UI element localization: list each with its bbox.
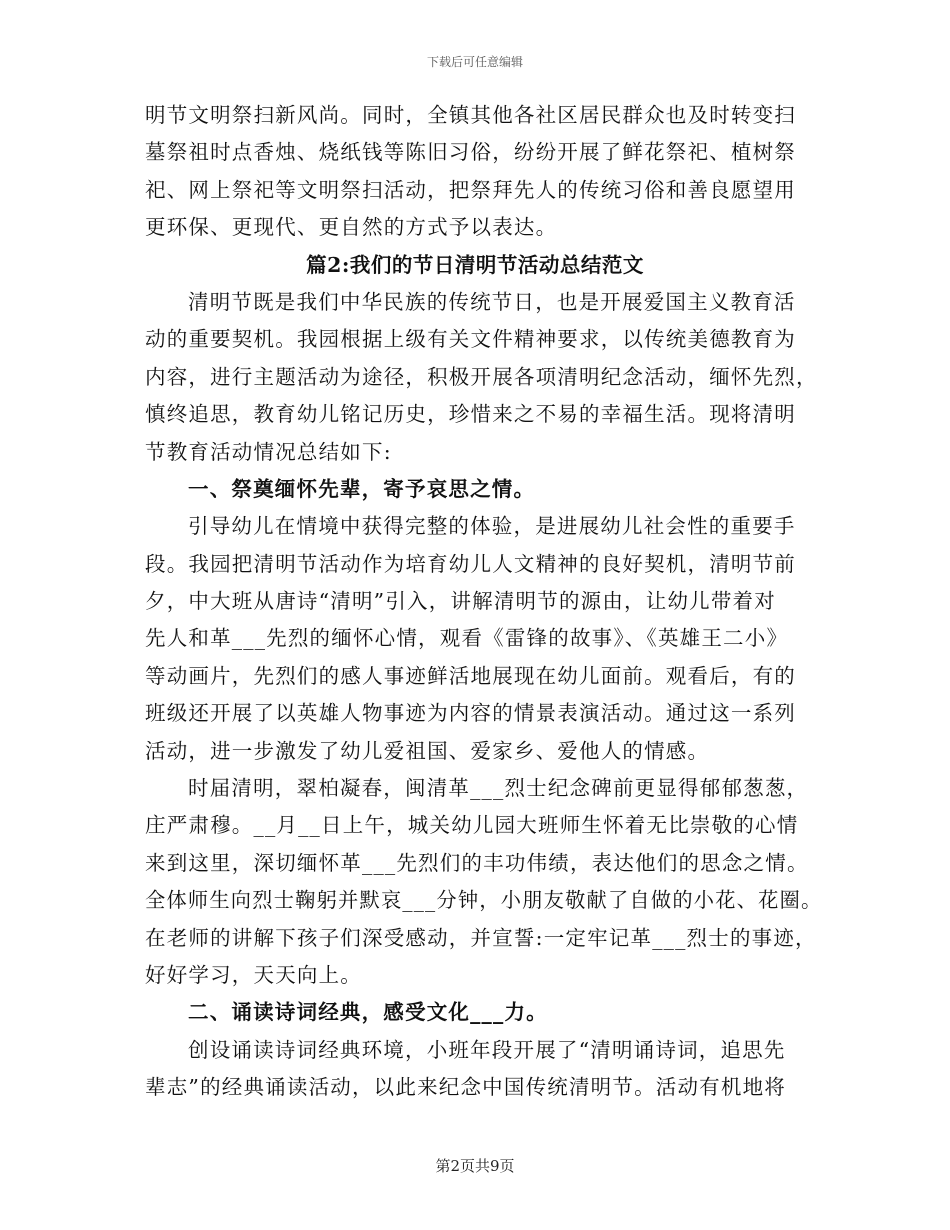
section-title: 篇2:我们的节日清明节活动总结范文 [306, 252, 644, 277]
paragraph-line: 创设诵读诗词经典环境，小班年段开展了“清明诵诗词，追思先 [188, 1037, 786, 1062]
paragraph-line: 段。我园把清明节活动作为培育幼儿人文精神的良好契机，清明节前 [145, 551, 796, 576]
paragraph-line: 更环保、更现代、更自然的方式予以表达。 [145, 215, 558, 240]
subheading: 二、诵读诗词经典，感受文化___力。 [188, 1000, 548, 1025]
paragraph-line: 引导幼儿在情境中获得完整的体验，是进展幼儿社会性的重要手 [188, 514, 796, 539]
paragraph-line: 庄严肃穆。__月__日上午，城关幼儿园大班师生怀着无比崇敬的心情 [145, 813, 799, 838]
paragraph-line: 来到这里，深切缅怀革___先烈们的丰功伟绩，表达他们的思念之情。 [145, 850, 809, 875]
paragraph-line: 动的重要契机。我园根据上级有关文件精神要求，以传统美德教育为 [145, 327, 796, 352]
paragraph-line: 节教育活动情况总结如下: [145, 439, 392, 464]
paragraph-line: 祀、网上祭祀等文明祭扫活动，把祭拜先人的传统习俗和善良愿望用 [145, 177, 796, 202]
paragraph-line: 慎终追思，教育幼儿铭记历史，珍惜来之不易的幸福生活。现将清明 [145, 402, 796, 427]
paragraph-line: 好好学习，天天向上。 [145, 962, 362, 987]
paragraph-line: 清明节既是我们中华民族的传统节日，也是开展爱国主义教育活 [188, 289, 796, 314]
document-body [145, 97, 823, 1107]
paragraph-line: 班级还开展了以英雄人物事迹为内容的情景表演活动。通过这一系列 [145, 701, 796, 726]
subheading: 一、祭奠缅怀先辈，寄予哀思之情。 [188, 476, 536, 501]
paragraph-line: 内容，进行主题活动为途径，积极开展各项清明纪念活动，缅怀先烈， [145, 364, 818, 389]
page-header: 下载后可任意编辑 [426, 55, 523, 69]
paragraph-line: 先人和革___先烈的缅怀心情，观看《雷锋的故事》、《英雄王二小》 [145, 626, 789, 651]
paragraph-line: 时届清明，翠柏凝春，闽清革___烈士纪念碑前更显得郁郁葱葱， [188, 776, 809, 801]
paragraph-line: 在老师的讲解下孩子们深受感动，并宣誓:一定牢记革___烈士的事迹， [145, 925, 817, 950]
paragraph-line: 辈志”的经典诵读活动，以此来纪念中国传统清明节。活动有机地将 [145, 1075, 786, 1100]
paragraph-line: 活动，进一步激发了幼儿爱祖国、爱家乡、爱他人的情感。 [145, 738, 710, 763]
paragraph-line: 全体师生向烈士鞠躬并默哀___分钟，小朋友敬献了自做的小花、花圈。 [145, 888, 823, 913]
paragraph-line: 墓祭祖时点香烛、烧纸钱等陈旧习俗，纷纷开展了鲜花祭祀、植树祭 [145, 140, 796, 165]
paragraph-line: 明节文明祭扫新风尚。同时，全镇其他各社区居民群众也及时转变扫 [145, 103, 796, 127]
paragraph-line: 夕，中大班从唐诗“清明”引入，讲解清明节的源由，让幼儿带着对 [145, 589, 776, 614]
paragraph-line: 等动画片，先烈们的感人事迹鲜活地展现在幼儿面前。观看后，有的 [145, 663, 796, 688]
page-number: 第2页共9页 [435, 1157, 515, 1175]
